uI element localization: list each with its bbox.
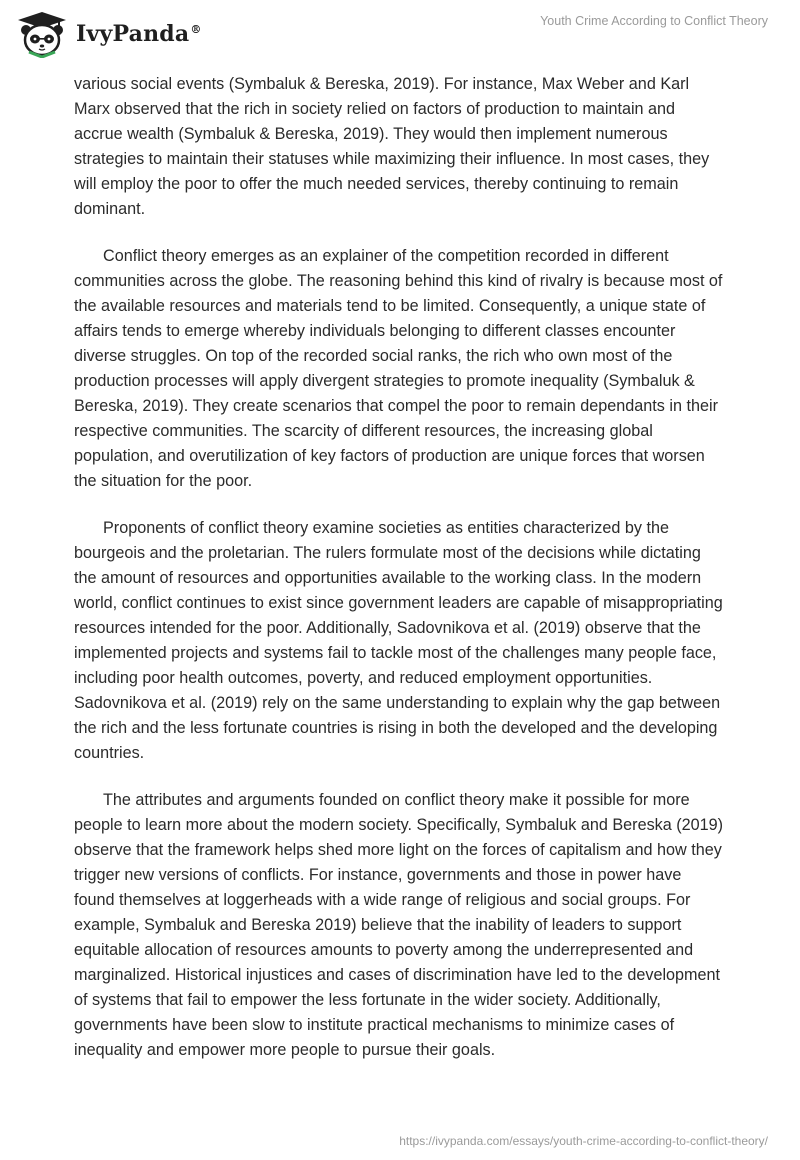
paragraph: Conflict theory emerges as an explainer of the competition recorded in different communities across the globe. The reasoning behind this kind of rivalry is because most of the available resources and materials tend to be limited. Consequently, a unique state of affairs tends to emerge whereby individuals belonging to different classes encounter diverse struggles. On top of the recorded social ranks, the rich who own most of the production processes will apply divergent strategies to promote inequality (Symbaluk & Bereska, 2019). They create scenarios that compel the poor to remain dependants in their respective communities. The scarcity of different resources, the increasing global population, and overutilization of key factors of production are unique forces that worsen the situation for the poor. — [74, 247, 723, 490]
source-url[interactable]: https://ivypanda.com/essays/youth-crime-according-to-conflict-theory/ — [399, 1134, 768, 1148]
paragraph: Proponents of conflict theory examine societies as entities characterized by the bourgeois and the proletarian. The rulers formulate most of the decisions while dictating the amount of resources and opportunities available to the working class. In the modern world, conflict continues to exist since government leaders are capable of misappropriating resources intended for the poor. Additionally, Sadovnikova et al. (2019) observe that the implemented projects and systems fail to tackle most of the challenges many people face, including poor health outcomes, poverty, and reduced employment opportunities. Sadovnikova et al. (2019) rely on the same understanding to explain why the gap between the rich and the less fortunate countries is rising in both the developed and the developing countries. — [74, 519, 723, 762]
paragraph: various social events (Symbaluk & Bereska, 2019). For instance, Max Weber and Karl Marx observed that the rich in society relied on factors of production to maintain and accrue wealth (Symbaluk & Bereska, 2019). They would then implement numerous strategies to maintain their statuses while maximizing their influence. In most cases, they will employ the poor to offer the much needed services, thereby continuing to remain dominant. — [74, 75, 710, 218]
registered-mark: ® — [190, 22, 202, 36]
panda-graduate-icon — [14, 10, 70, 58]
brand-name: IvyPanda® — [76, 21, 202, 47]
brand-logo[interactable] — [14, 10, 202, 58]
essay-body — [74, 72, 726, 1085]
document-title: Youth Crime According to Conflict Theory — [540, 14, 768, 28]
page-header — [0, 0, 800, 70]
paragraph: The attributes and arguments founded on conflict theory make it possible for more people to learn more about the modern society. Specifically, Symbaluk and Bereska (2019) observe that the framework helps shed more light on the forces of capitalism and how they trigger new versions of conflicts. For instance, governments and those in power have found themselves at loggerheads with a wide range of religious and social groups. For example, Symbaluk and Bereska 2019) believe that the inability of leaders to support equitable allocation of resources amounts to poverty among the underrepresented and marginalized. Historical injustices and cases of discrimination have led to the development of systems that fail to empower the less fortunate in the wider society. Additionally, governments have been slow to institute practical mechanisms to minimize cases of inequality and empower more people to pursue their goals. — [74, 791, 724, 1059]
